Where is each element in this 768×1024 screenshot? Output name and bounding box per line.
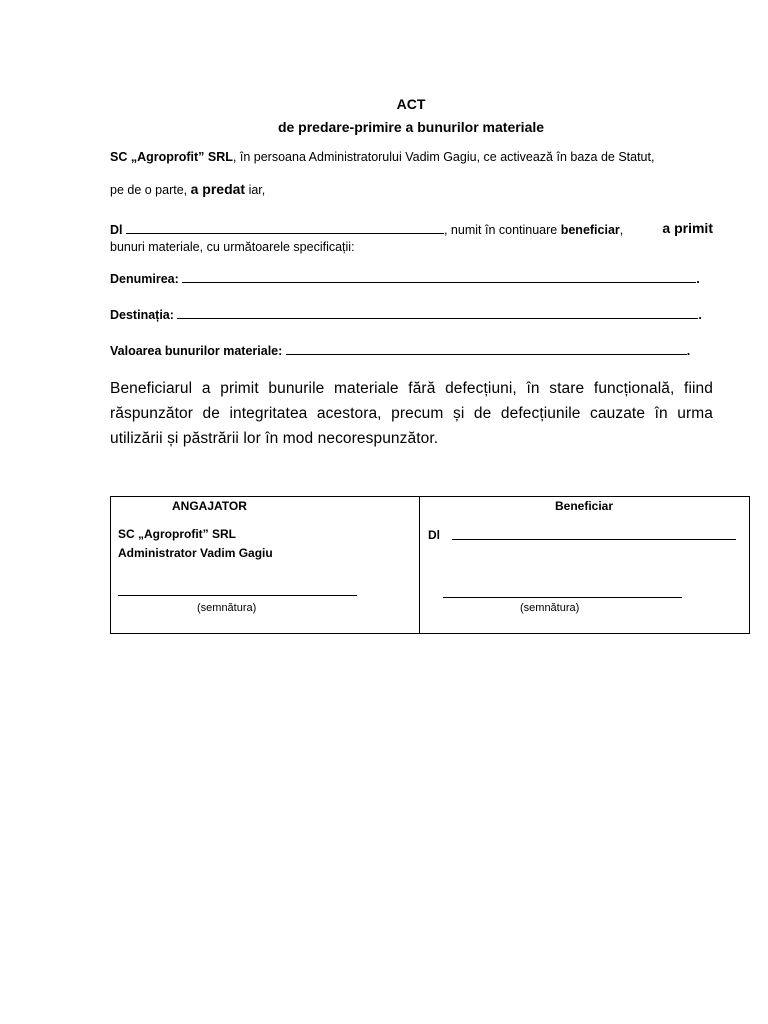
valoarea-blank[interactable] (286, 343, 687, 355)
intro-rest: , în persoana Administratorului Vadim Gagiu, ce activează în baza de Statut, (232, 150, 655, 164)
employer-admin: Administrator Vadim Gagiu (118, 546, 273, 560)
intro-line-2-end: iar, (245, 183, 266, 197)
employer-header: ANGAJATOR (172, 499, 247, 513)
intro-line-2-start: pe de o parte, (110, 183, 191, 197)
beneficiary-header: Beneficiar (555, 499, 614, 513)
handed-over-label: a predat (190, 181, 246, 197)
intro-line-1 (110, 150, 654, 164)
employer-signature-label: (semnătura) (197, 602, 257, 614)
beneficiary-cell (420, 497, 750, 634)
beneficiary-name-line[interactable] (452, 539, 736, 540)
recipient-suffix: , numit în continuare (443, 223, 561, 237)
employer-company: SC „Agroprofit” SRL (118, 527, 236, 541)
company-name: SC „Agroprofit” SRL (110, 150, 233, 164)
signature-table (110, 496, 750, 634)
field-valoarea (110, 343, 690, 358)
denumirea-label: Denumirea: (110, 272, 179, 286)
field-destinatia (110, 307, 702, 322)
document-subtitle: de predare-primire a bunurilor materiale (277, 119, 545, 135)
destinatia-label: Destinația: (110, 308, 174, 322)
employer-signature-line[interactable] (118, 595, 357, 596)
document-title: ACT (396, 96, 426, 112)
denumirea-blank[interactable] (182, 271, 696, 283)
beneficiar-word: beneficiar (560, 223, 620, 237)
employer-cell (111, 497, 420, 634)
valoarea-label: Valoarea bunurilor materiale: (110, 344, 283, 358)
field-denumirea (110, 271, 700, 286)
beneficiary-signature-label: (semnătura) (520, 602, 580, 614)
denumirea-period: . (696, 272, 700, 286)
beneficiary-prefix: Dl (428, 528, 440, 542)
valoarea-period: . (686, 344, 691, 358)
destinatia-period: . (698, 308, 702, 322)
recipient-name-blank[interactable] (126, 222, 444, 234)
statement-paragraph: Beneficiarul a primit bunurile materiale fără defecțiuni, în stare funcțională, fiind răspunzător de integritatea acestora, precum și de defecțiunile cauzate în urma utilizării și păstrării lor în mod necorespunzător. (110, 380, 713, 447)
destinatia-blank[interactable] (177, 307, 698, 319)
beneficiary-signature-line[interactable] (443, 597, 682, 598)
received-label: a primit (662, 220, 713, 236)
recipient-prefix: Dl (110, 223, 123, 237)
recipient-line-2: bunuri materiale, cu următoarele specificații: (110, 240, 355, 254)
recipient-line (110, 222, 713, 237)
intro-line-2 (110, 181, 265, 197)
recipient-comma: , (619, 223, 624, 237)
